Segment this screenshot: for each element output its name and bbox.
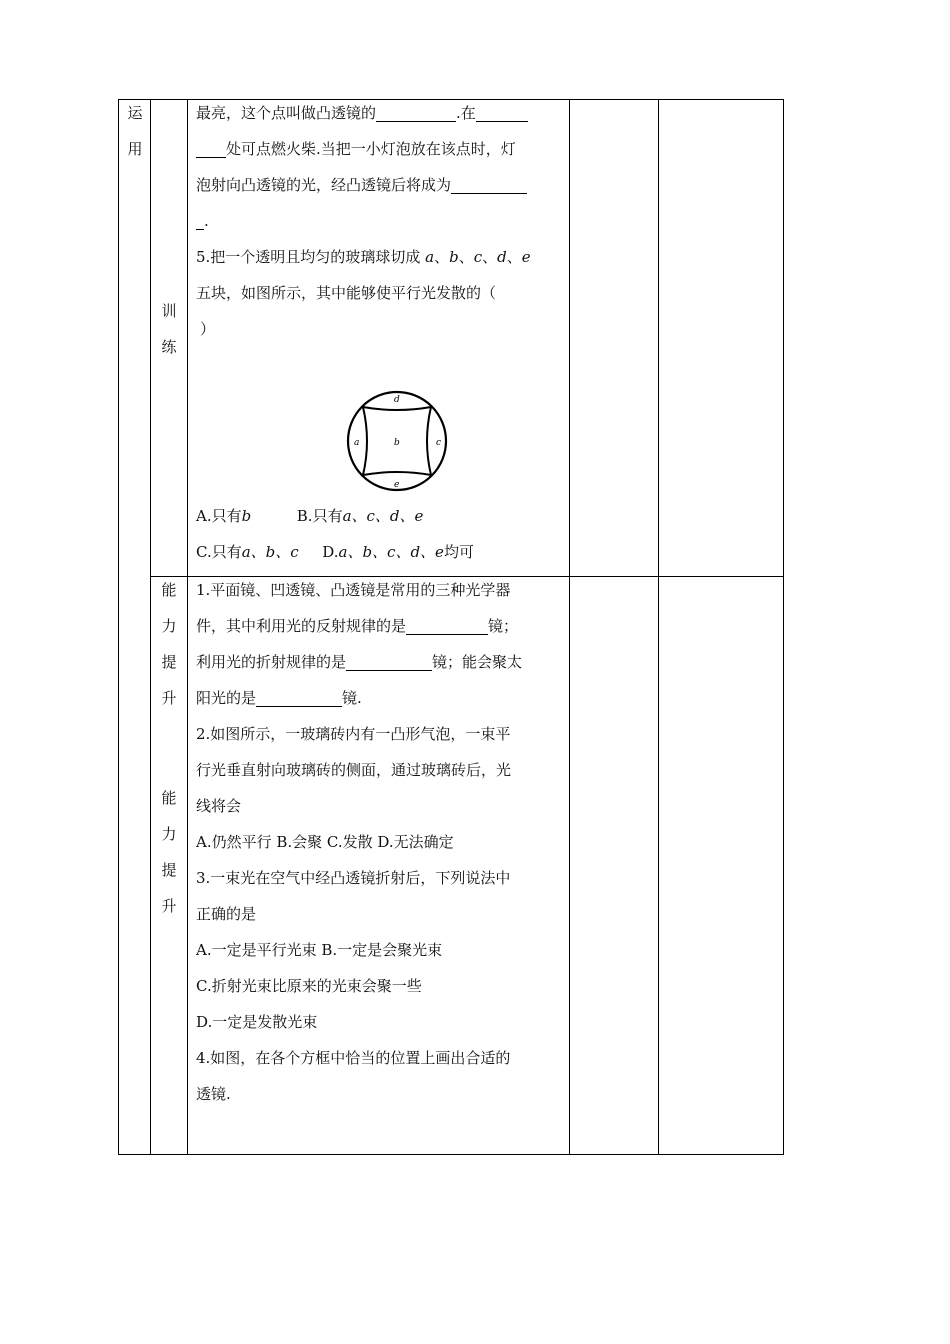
- cut-bottom: [363, 472, 431, 475]
- table-right-border: [783, 99, 784, 1155]
- s2-question-1-line-4: 阳光的是 镜.: [196, 680, 566, 716]
- column-divider-1: [150, 99, 151, 1155]
- option-row-cd: [196, 534, 566, 570]
- figure-label-c: c: [436, 438, 442, 448]
- answer-blank[interactable]: [256, 686, 342, 707]
- question-5-line-3: ）: [200, 320, 216, 338]
- figure-label-b: b: [394, 438, 400, 448]
- column-divider-3: [569, 99, 570, 1155]
- question-5-options: [196, 498, 566, 570]
- s2-question-1-line-2: 件，其中利用光的反射规律的是 镜；: [196, 608, 566, 644]
- question-4-line-2: 处可点燃火柴.当把一小灯泡放在该点时，灯: [196, 131, 566, 167]
- glass-ball-figure: [344, 388, 450, 494]
- section-label-nengli-tisheng: 能 力 提 升: [161, 581, 177, 707]
- section-label-xunlian: 训 练: [161, 302, 177, 356]
- answer-blank[interactable]: [476, 101, 528, 122]
- option-d[interactable]: D.a、b、c、d、e均可: [322, 543, 474, 561]
- worksheet-table: [118, 99, 784, 1155]
- answer-blank[interactable]: [346, 650, 432, 671]
- s2-question-3-option-c: C.折射光束比原来的光束会聚一些: [196, 977, 422, 995]
- section-label-nengli-tisheng-2: 能 力 提 升: [161, 789, 177, 915]
- column-divider-4: [658, 99, 659, 1155]
- section-label-yunyong: 运 用: [127, 104, 143, 158]
- answer-blank[interactable]: [451, 173, 527, 194]
- cut-right: [427, 407, 431, 475]
- cut-left: [363, 407, 367, 475]
- column-divider-2: [187, 99, 188, 1155]
- s2-question-1-line-1: 1.平面镜、凹透镜、凸透镜是常用的三种光学器: [196, 581, 511, 599]
- s2-question-2-line-1: 2.如图所示，一玻璃砖内有一凸形气泡，一束平: [196, 725, 511, 743]
- question-4-line-1: 最亮，这个点叫做凸透镜的 .在: [196, 95, 566, 131]
- answer-blank[interactable]: [196, 209, 204, 230]
- answer-blank[interactable]: [196, 137, 226, 158]
- section1-content: [196, 95, 566, 347]
- table-left-border: [118, 99, 119, 1155]
- s2-question-1-line-3: 利用光的折射规律的是 镜；能会聚太: [196, 644, 566, 680]
- s2-question-2-options: A.仍然平行 B.会聚 C.发散 D.无法确定: [196, 833, 454, 851]
- s2-question-3-options-ab: A.一定是平行光束 B.一定是会聚光束: [196, 941, 443, 959]
- s2-question-2-line-3: 线将会: [196, 797, 242, 815]
- question-5-line-2: 五块，如图所示，其中能够使平行光发散的（: [196, 284, 497, 302]
- section2-content: [196, 572, 566, 1112]
- question-4-line-4: .: [196, 203, 566, 239]
- s2-question-3-option-d: D.一定是发散光束: [196, 1013, 318, 1031]
- figure-label-e: e: [394, 480, 400, 490]
- s2-question-3-line-1: 3.一束光在空气中经凸透镜折射后，下列说法中: [196, 869, 511, 887]
- table-bottom-border: [118, 1154, 784, 1155]
- option-b[interactable]: B.只有a、c、d、e: [296, 507, 424, 525]
- option-a[interactable]: A.只有b: [196, 507, 252, 525]
- question-4-line-3: 泡射向凸透镜的光，经凸透镜后将成为: [196, 167, 566, 203]
- figure-label-d: d: [394, 395, 400, 405]
- option-row-ab: [196, 498, 566, 534]
- cut-top: [363, 407, 431, 410]
- s2-question-3-line-2: 正确的是: [196, 905, 257, 923]
- figure-label-a: a: [354, 438, 360, 448]
- answer-blank[interactable]: [376, 101, 456, 122]
- s2-question-4-line-1: 4.如图，在各个方框中恰当的位置上画出合适的: [196, 1049, 511, 1067]
- s2-question-4-line-2: 透镜.: [196, 1085, 231, 1103]
- option-c[interactable]: C.只有a、b、c: [196, 543, 299, 561]
- s2-question-2-line-2: 行光垂直射向玻璃砖的侧面，通过玻璃砖后，光: [196, 761, 512, 779]
- question-5-line-1: 5.把一个透明且均匀的玻璃球切成 a、b、c、d、e: [196, 248, 531, 266]
- answer-blank[interactable]: [406, 614, 488, 635]
